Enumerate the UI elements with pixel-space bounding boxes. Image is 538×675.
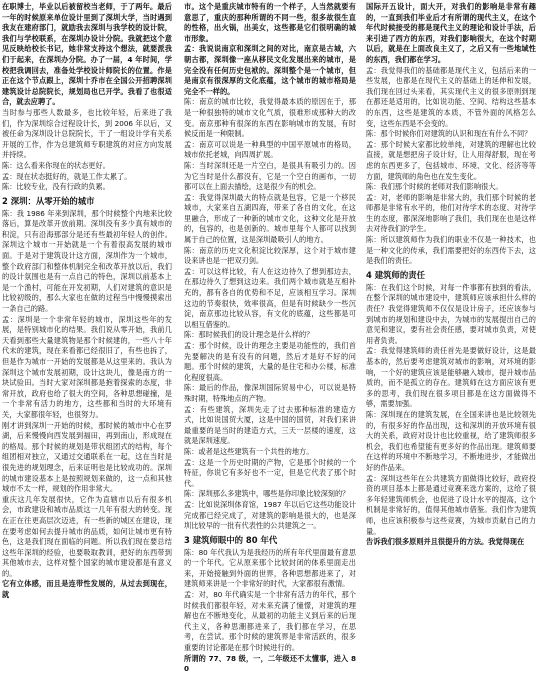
paragraph: 在职博士，毕业以后被留校当老师，于了两年。最后一年的时候原来单位设计里到了深圳大学，当时遇到我友在建府部门，就励我去深圳与我学校的设计院，我们与学校联系，在深圳办设计分院。我就把这个意见反映给校长书记，她非常支持这个想法，就要派我们于起来，在深圳办分院。办了一届，4 年时间，学校把我调回去，准备处学校设计师院长的位置。作是正在这个节点跟上，深圳十乔市在全国公开招聘深圳建筑设计总院院长，规划局也已开学。我看了也很适合，就去应聘了。 <box>2 2 172 107</box>
paragraph: 陈：最后的作品，像深圳国际贸易中心，可以说是特殊时期，特殊地点的产物。 <box>184 383 356 403</box>
paragraph: 孟：对，老师的影响是非常大的，我们那个时候的老师都是非常有水平的，他们对待学术的态度、对待学生的态度，都深深地影响了我们，我们现在也是这样去对待我们的学生。 <box>366 192 536 234</box>
paragraph: 孟：比如说深圳体育馆，1987 年以后它这些功能设计完成都已经完成了，对建筑的影响是很大的，也是深圳比较早的一批有代表性的公共建筑之一。 <box>184 499 356 531</box>
paragraph: 陈：我 1986 年来到深圳，那个时候整个内地来比较落后，算是改革开放前期。深圳没有多少真有城市的积淀，只有沿海那部分是还有些最初年轻人的创作。深圳这个城市一开始就是一个有着很高发展的城市面。于是对于建筑设计这方面，深圳作为一个城市，整个政府部门和整体机制完全和改革开放以后，我们的设计氛围也是有一点自己的特色，深圳以前基本上是一个渔村，可能在开发初期，人们对建筑的意识是比较初级的，那么大家也在做的过程当中慢慢摸索出一条自己的路。 <box>2 208 172 314</box>
column-2 <box>184 2 356 674</box>
paragraph: 孟：有些建筑，深圳先走了过去那种标准的建造方式，比如说国贸大厦，这是中国的国贸，对我们来讲最重要的是当时的建造方式，三天一层楼的速度，这就是深圳速度。 <box>184 404 356 446</box>
paragraph: 刚才讲到深圳一开始的时候，那时候的城市中心在罗湖，后来慢慢向西发展到福田，再到南山，形成现在的格局。那个时候的规划是带状组团式的结构，每个组团相对独立，又通过交通联系在一起，这在当时是很先进的规划理念，后来证明也是比较成功的。深圳的城市建设基本上是按照规划来做的，这一点和其他城市不太一样，规划的作用非常大。 <box>2 420 172 494</box>
paragraph: 孟：我觉得我们的基础都是现代主义，包括后来的一些发展，也都是在现代主义的基础上的延伸和发展，我们现在回过头来看，其实现代主义的很多原则到现在都还是适用的，比如说功能、空间、结构这些基本的东西，这些是建筑的本质，不管外面的风格怎么变，这些东西是不会变的。 <box>366 65 536 128</box>
section-heading: 3 建筑师眼中的 80 年代 <box>184 534 278 545</box>
paragraph: 孟：现在状态挺好的，就是工作太累了。 <box>2 171 132 181</box>
paragraph: 市。这个是重庆城市特有的一个样子，人当然就要有意思了，重庆的那种所谓的不同一些，很多故很生直的性格，出火锅，出美女，这些都是它们很明确的城市形象。 <box>184 2 356 43</box>
paragraph: 所谓的 77、78 级，一，二年级还不太懂事，进入 80 <box>184 653 356 674</box>
paragraph: 孟：南京可以说是一种典型的中国平原城市的格局，城市依托老城，向四周扩展。 <box>184 139 356 160</box>
paragraph: 陈：南京的历史文化积淀比较深厚，这个对于城市建设来讲也是一把双刃剑。 <box>184 245 356 266</box>
paragraph: 陈：所以建筑师作为我们的职业不仅是一种技术，也是一种文化的传承，我们需要把好的东西传下去，这是我们的责任。 <box>366 235 536 266</box>
paragraph: 孟：对，80 年代确实是一个非常有活力的年代，那个时候我们都很年轻，对未来充满了憧憬，对建筑的理解也在不断地变化，从最初的功能主义到后来的后现代主义，各种思潮都进来了，我们都在学习，在思考，在尝试。那个时候的建筑界是非常活跃的，很多重要的讨论都是在那个时候进行的。 <box>184 590 356 653</box>
paragraph: 陈：80 年代我认为是我经历的所有年代里面最有意思的一个年代。它从原来那个比较封闭的体系里面走出来，开始接触到外面的世界，各种思想都进来了，对建筑师来讲是一个非常好的时代，大家都很有激情。 <box>184 547 356 589</box>
paragraph: 国际开五设计，面大开，对我们的影响是非常有趣的，一直到我们毕业后才有所谓的现代主义，在这个年代时候接受的都是现代主义的理论和设计手法，后来引进了西方的东西，对我们影响很大，在这个时期以后，就是在上面改良主义了，之后又有一些地域性的东西，我们都在学习。 <box>366 2 536 64</box>
section-heading: 2 深圳：从零开始的城市 <box>2 195 95 206</box>
column-1 <box>2 2 172 644</box>
paragraph: 陈：南京的城市比较，我觉得最本质的原因在于，那是一种很独特的城市文化气质，很难形成那种大的改变。南京那种有很深的东西在影响城市的发展，有时候反而是一种限制。 <box>184 97 356 139</box>
paragraph: 陈：我们那个时候的老师对我们影响很大。 <box>366 182 503 192</box>
paragraph: 陈：在我们这个时候，对每一件事都有独到的看法，在整个深圳的城市建设中，建筑师应该承担什么样的责任？我觉得建筑师不仅仅是设计房子，还应该参与到城市的规划和建设中去，为城市的发展提出自己的意见和建议，要有社会责任感，要对城市负责，对使用者负责。 <box>366 282 536 345</box>
paragraph: 陈：深圳那么多建筑中，哪些是你印象比较深刻的？ <box>184 489 350 499</box>
paragraph: 它有立体感，而且是连带性发展的，从过去到现在，就 <box>2 579 172 600</box>
paragraph: 孟：我觉得深圳最大的特点就是包容，它是一个移民城市，大家来自五湖四海，带来了各自的文化，在这里融合，形成了一种新的城市文化，这种文化是开放的，包容的，也是创新的。城市里每个人都可以找到属于自己的位置，这是深圳最吸引人的地方。 <box>184 192 356 245</box>
paragraph: 孟：这是一个历史时期的产物，它是那个时候的一个特征，你说它有多好也不一定，但是它代表了那个时代。 <box>184 457 356 488</box>
paragraph: 陈：比较专业，没有行政的负累。 <box>2 182 110 192</box>
paragraph: 孟：那个时候，设计的理念主要是功能性的，我们首先要解决的是有没有的问题，然后才是好不好的问题。那个时候的建筑，大量的是住宅和办公楼，标准化程度很高。 <box>184 341 356 382</box>
paragraph: 孟：深圳这些年在公共建筑方面做得比较好，政府投资的项目基本上都是通过竞赛来选方案的，这给了很多年轻建筑师机会，也促进了设计水平的提高，这个机制是非常好的，值得其他城市借鉴。我们作为建筑师，也应该积极参与这些竞赛，为城市贡献自己的力量。 <box>366 473 536 536</box>
paragraph: 陈：深圳现在的建筑发展，在全国来讲也是比较领先的，有很多好的作品出现，这和深圳的开放环境有很大的关系，政府对设计也比较重视，给了建筑师很多机会，我们也希望能有更多好的作品出现。建筑师要在这样的环境中不断地学习，不断地进步，才能做出好的作品来。 <box>366 409 536 472</box>
section-heading: 4 建筑师的责任 <box>366 269 425 280</box>
paragraph: 孟：我说说南京和深圳之间的对比，南京是古城，六朝古都，深圳像一座从移民文化发展出来的城市，是完全没有任何历史包袱的。深圳整个是一个城市，但是南京有很深厚的文化底蕴，这个城市的城市格局是完全不一样的。 <box>184 44 356 96</box>
paragraph: 陈：这么看来你现在的状态更好。 <box>2 160 110 170</box>
paragraph: 孟：可以这样比较，有人在这边待久了想到那边去，在那边待久了想到这边来。我们两个城市就是互相补充的，都有各自的优势和不足，应该相互学习。深圳这边的节奏很快，效率很高，但是有时候缺少一些沉淀，南京那边比较从容，有文化的底蕴，这些都是可以相互借鉴的。 <box>184 266 356 329</box>
paragraph: 陈：当时深圳还是一片空白，是很具有吸引力的。因为它当时是什么都没有，它是一个空白的画布，一切都可以在上面去描绘，这是很少有的机会。 <box>184 160 356 192</box>
paragraph: 孟：那个时候大家都比较单纯，对建筑的理解也比较直接，就是想把房子设计好，让人用得舒服，现在考虑的东西更多了，包括城市、环境、文化、经济等等方面，建筑师的角色也在发生变化。 <box>366 139 536 181</box>
paragraph: 陈：那时候我们的设计理念是什么样的？ <box>184 330 314 340</box>
paragraph: 孟：我觉得建筑师的责任首先是要做好设计，这是最基本的，然后要考虑建筑对城市的影响，对环境的影响，一个好的建筑应该是能够融入城市，提升城市品质的，而不是孤立的存在。建筑师在这方面应该有更多的思考，我们现在很多项目都是在这方面做得不够，需要加强。 <box>366 346 536 409</box>
paragraph: 告诉我们很多原则并且很提升的方法。我觉得现在 <box>366 537 525 547</box>
paragraph: 重庆这几年发展很快，它作为直辖市以后有很多机会，市政建设和城市品质这一几年有很大的转变。现在正在往更高层次迈进，有一些新的城区在建设，现在要考虑如何去提升城市的品质，如何让城市更有特色，这是我们现在面临的问题。所以我们现在要总结这些年深圳的经验，也要吸取教训，把好的东西带到其他城市去，这样对整个国家的城市建设都是有意义的。 <box>2 494 172 578</box>
paragraph: 陈：或者是这些建筑有一个共性的地方。 <box>184 446 314 456</box>
paragraph: 当时参与那些人数最多，也比较年轻，后来进了我们，作为深圳综合过程设计长，到 2006 年以后，又被任命为深圳设计总院院长，干了一组设计学有关系开展的工作，作为总建筑师专职建筑的对应方向发展并持续。 <box>2 107 172 160</box>
column-3 <box>366 2 536 644</box>
paragraph: 孟：深圳是一个非常年轻的城市，深圳这些年的发展，是特别城市化的结果。我们说从零开始，我前几天看到那些大量建筑物是那个时候建的，一些八十年代末的建筑，现在来看都已经很旧了，有些也拆了，但是作为城市一开始的发展都是从这里来的。我认为深圳这个城市发展初期，设计这块儿，像是南方的一块试验田。当时大家对深圳都是抱着探索的态度，非常开放，政府也给了很大的空间，各种思想碰撞，是一个非常有活力的地方，这些都和当时的大环境有关，大家都很年轻，也很努力。 <box>2 314 172 419</box>
paragraph: 陈：那个时候你们对建筑的认识和现在有什么不同？ <box>366 129 532 139</box>
